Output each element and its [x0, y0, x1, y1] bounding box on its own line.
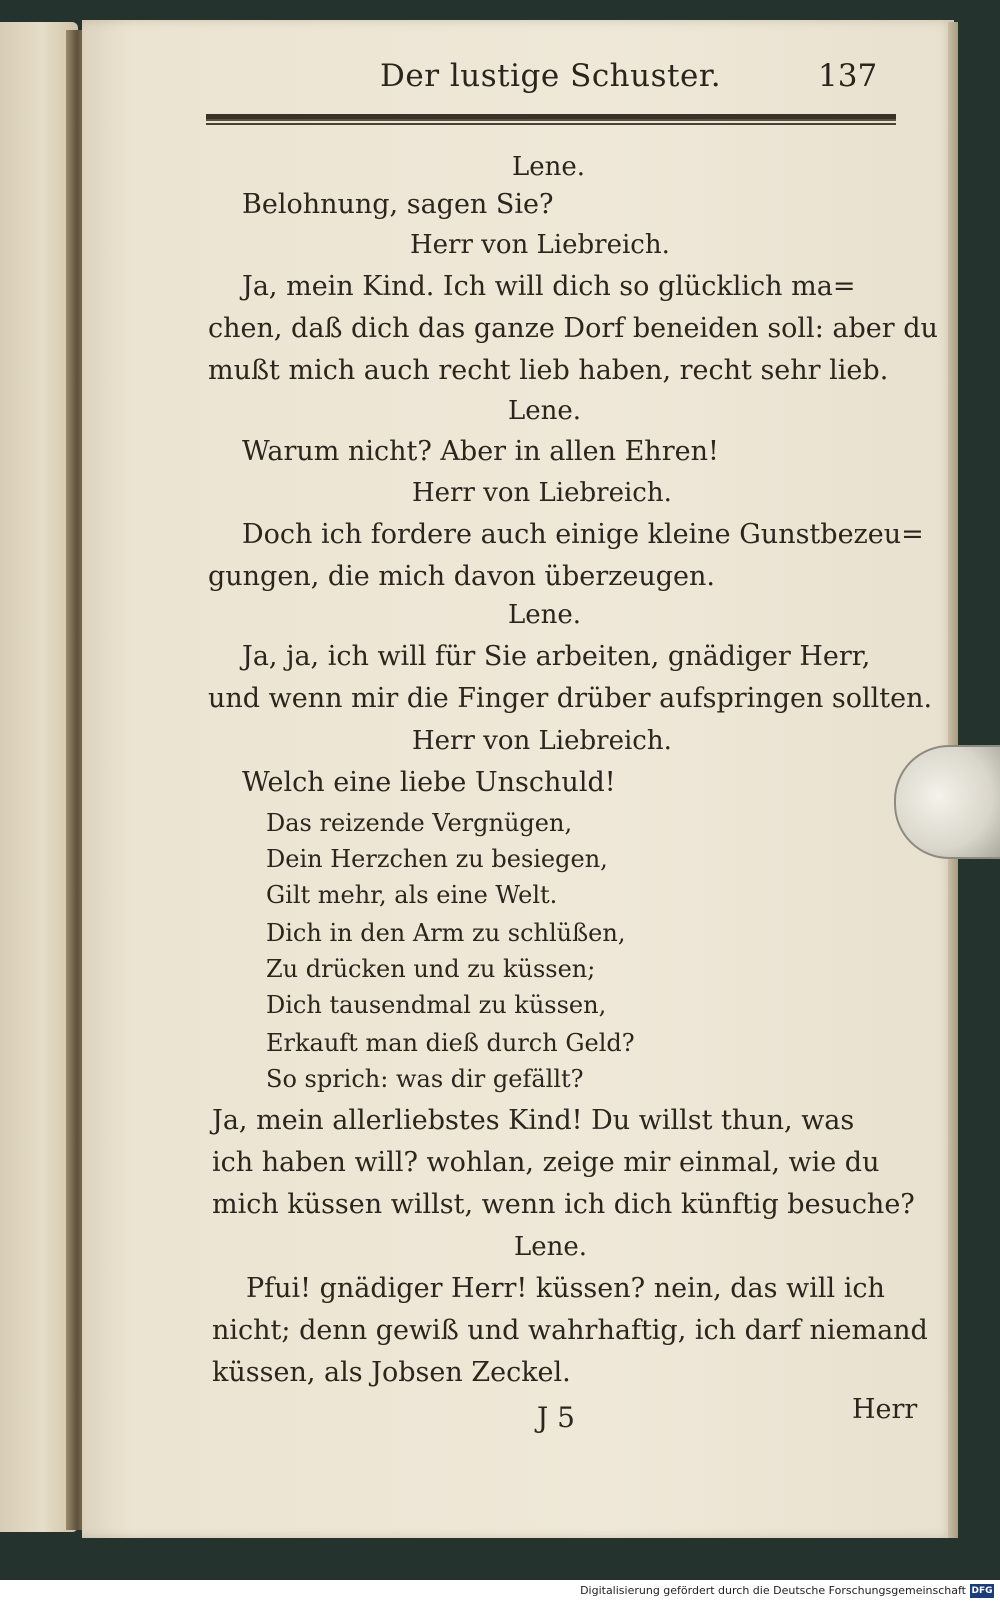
- speaker-name: Herr von Liebreich.: [412, 726, 672, 756]
- verse-line: Gilt mehr, als eine Welt.: [266, 881, 558, 909]
- text-line: und wenn mir die Finger drüber aufspringen sollten.: [208, 683, 933, 714]
- verse-line: Dich in den Arm zu schlüßen,: [266, 919, 626, 947]
- verse-line: Dein Herzchen zu besiegen,: [266, 845, 608, 873]
- text-line: Belohnung, sagen Sie?: [242, 189, 554, 220]
- text-line: Ja, mein Kind. Ich will dich so glücklich ma=: [242, 271, 856, 302]
- text-line: mußt mich auch recht lieb haben, recht sehr lieb.: [208, 355, 889, 386]
- speaker-name: Herr von Liebreich.: [412, 478, 672, 508]
- header-rule: [206, 114, 896, 121]
- digitization-footer: [0, 1580, 1000, 1603]
- text-line: nicht; denn gewiß und wahrhaftig, ich darf niemand: [212, 1315, 928, 1346]
- verse-line: So sprich: was dir gefällt?: [266, 1065, 584, 1093]
- text-line: küssen, als Jobsen Zeckel.: [212, 1357, 571, 1388]
- speaker-name: Lene.: [508, 600, 582, 630]
- speaker-name: Lene.: [514, 1232, 588, 1262]
- text-line: Welch eine liebe Unschuld!: [242, 767, 616, 798]
- text-line: Warum nicht? Aber in allen Ehren!: [242, 436, 719, 467]
- page-clip: [894, 745, 1000, 859]
- verse-line: Das reizende Vergnügen,: [266, 809, 573, 837]
- verse-line: Erkauft man dieß durch Geld?: [266, 1029, 635, 1057]
- text-line: Pfui! gnädiger Herr! küssen? nein, das will ich: [246, 1273, 885, 1304]
- running-head: Der lustige Schuster.: [380, 58, 722, 94]
- page-number: 137: [818, 58, 878, 94]
- verse-line: Zu drücken und zu küssen;: [266, 955, 596, 983]
- signature-mark: J 5: [537, 1401, 575, 1434]
- text-line: Doch ich fordere auch einige kleine Gunstbezeu=: [242, 519, 924, 550]
- header-rule-thin: [206, 123, 896, 125]
- text-line: ich haben will? wohlan, zeige mir einmal, wie du: [212, 1147, 880, 1178]
- verse-line: Dich tausendmal zu küssen,: [266, 991, 607, 1019]
- text-line: gungen, die mich davon überzeugen.: [208, 561, 715, 592]
- catchword: Herr: [852, 1394, 918, 1425]
- dfg-logo: DFG: [971, 1586, 993, 1596]
- text-line: Ja, mein allerliebstes Kind! Du willst thun, was: [212, 1105, 855, 1136]
- text-line: mich küssen willst, wenn ich dich künftig besuche?: [212, 1189, 915, 1220]
- speaker-name: Lene.: [512, 152, 586, 182]
- speaker-name: Lene.: [508, 396, 582, 426]
- text-line: chen, daß dich das ganze Dorf beneiden soll: aber du: [208, 313, 938, 344]
- speaker-name: Herr von Liebreich.: [410, 230, 670, 260]
- text-line: Ja, ja, ich will für Sie arbeiten, gnädiger Herr,: [242, 641, 871, 672]
- footer-credit: Digitalisierung gefördert durch die Deutsche Forschungsgemeinschaft: [580, 1584, 966, 1597]
